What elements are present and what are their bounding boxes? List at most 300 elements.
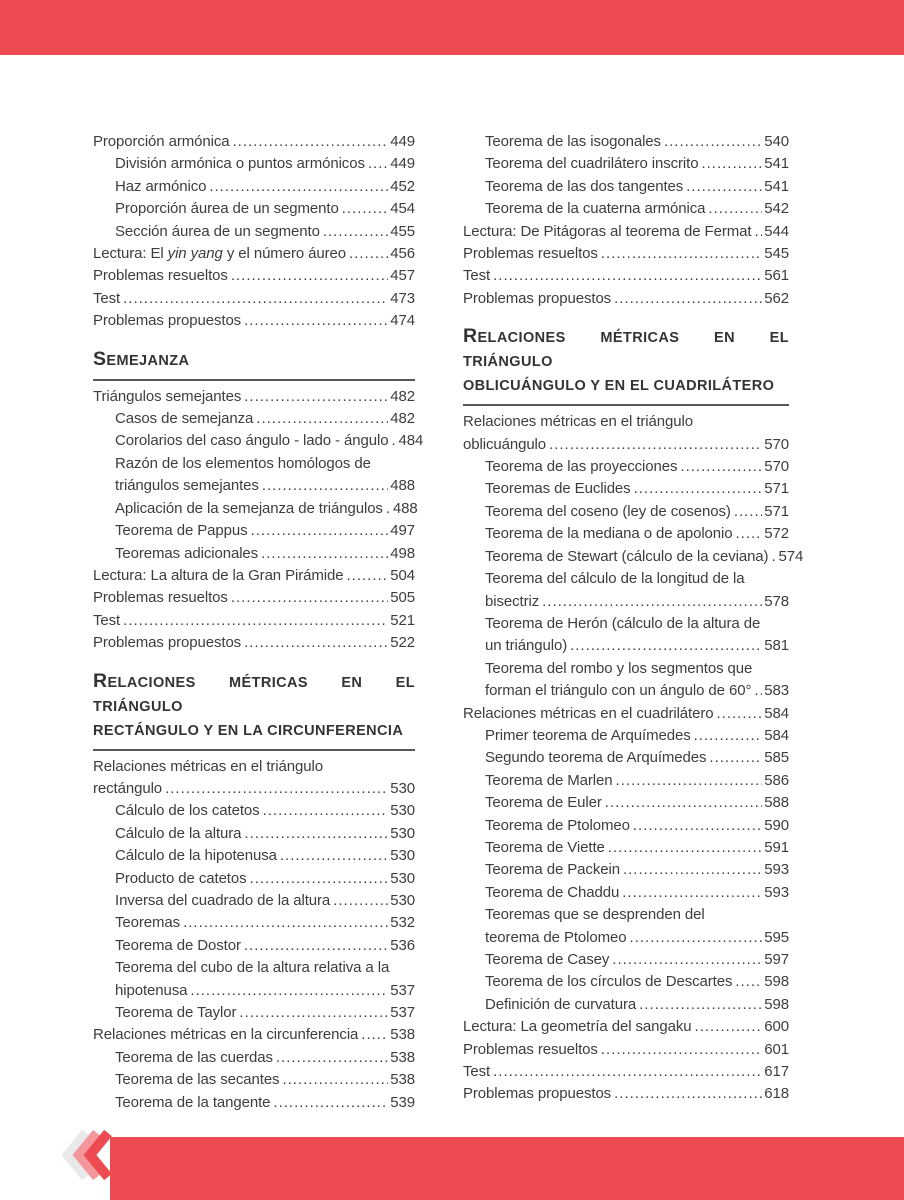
dot-leader [622,882,762,904]
dot-leader [280,845,388,867]
page-number: 586 [764,771,789,789]
toc-entry-title: Teorema de las secantes [115,1071,280,1089]
toc-entry [463,478,789,500]
page-number: 583 [764,682,789,700]
toc-entry-title: Test [463,1063,491,1081]
toc-entry [463,221,789,243]
page-number: 532 [390,914,415,932]
toc-entry-title: rectángulo [93,779,163,797]
toc-entry [93,475,415,497]
toc-entry-title: Producto de catetos [115,869,247,887]
section-header-line: SEMEJANZA [93,347,190,370]
toc-entry-title: Test [463,267,491,285]
dot-leader [686,176,762,198]
page-number: 538 [390,1026,415,1044]
section-header-line: RECTÁNGULO Y EN LA CIRCUNFERENCIA [93,722,404,739]
dot-leader [605,792,762,814]
dot-leader [250,868,389,890]
page-number: 449 [390,133,415,150]
toc-entry-title: bisectriz [485,592,540,610]
page-number: 456 [390,245,415,263]
toc-entry-title: Lectura: De Pitágoras al teorema de Fermat [463,222,752,240]
bottom-red-bar [110,1137,904,1200]
page-number: 530 [390,802,415,820]
toc-entry-title: Teorema de Marlen [485,771,613,789]
dot-leader [601,1039,762,1061]
page-number: 538 [390,1048,415,1066]
toc-entry-title: Lectura: El yin yang y el número áureo [93,245,347,263]
page-number: 578 [764,592,789,610]
dot-leader [493,265,762,287]
page-number: 593 [764,883,789,901]
dot-leader [239,1002,388,1024]
page-number: 538 [390,1071,415,1089]
toc-entry-title: Test [93,289,121,307]
top-red-bar [0,0,904,55]
toc-entry [463,456,789,478]
toc-entry [463,971,789,993]
toc-entry-title: Teorema de las dos tangentes [485,177,684,195]
page-number: 497 [390,522,415,540]
toc-entry [93,408,415,430]
toc-entry-title: Cálculo de la altura [115,824,242,842]
dot-leader [244,935,388,957]
toc-entry-title: Proporción armónica [93,133,230,150]
dot-leader [549,434,762,456]
toc-entry-title: Teorema del cuadrilátero inscrito [485,155,699,173]
dot-leader [273,1092,388,1114]
dot-leader [209,176,388,198]
page-number: 570 [764,435,789,453]
dot-leader [694,725,763,747]
toc-entry [93,1002,415,1024]
toc-entry-title: Teorema del rombo y los segmentos que [485,659,753,677]
toc-entry [93,498,418,520]
toc-entry-title: Teorema de Chaddu [485,883,620,901]
page-number: 574 [778,547,804,565]
toc-entry-title: Primer teorema de Arquímedes [485,726,691,744]
toc-entry-title: Relaciones métricas en el cuadrilátero [463,704,714,722]
toc-entry [93,310,415,332]
toc-entry [463,994,789,1016]
toc-entry [463,434,789,456]
toc-entry-title: Relaciones métricas en el triángulo [463,413,693,431]
dot-leader [695,1016,763,1038]
page-number: 618 [764,1085,789,1103]
toc-column-right [463,131,804,1106]
toc-entry [93,957,415,979]
page-number: 544 [764,222,789,240]
page-number: 617 [764,1063,789,1081]
toc-entry-title: Teorema de la tangente [115,1093,271,1111]
page-number: 591 [764,838,789,856]
toc-entry-title: Problemas propuestos [93,312,242,330]
dot-leader [708,198,762,220]
dot-leader [709,747,762,769]
page-number: 482 [390,410,415,428]
toc-entry-title: Casos de semejanza [115,410,254,428]
toc-entry [463,568,789,590]
dot-leader [262,475,388,497]
toc-entry [93,587,415,609]
toc-entry [463,1083,789,1105]
toc-entry-title: hipotenusa [115,981,188,999]
dot-leader [282,1069,388,1091]
toc-entry [93,610,415,632]
toc-entry [93,565,415,587]
page-number: 452 [390,177,415,195]
dot-leader [612,949,762,971]
page-number: 473 [390,289,415,307]
page-number: 482 [390,387,415,405]
toc-entry [463,837,789,859]
toc-entry-title: Inversa del cuadrado de la altura [115,891,331,909]
toc-entry-title: Corolarios del caso ángulo - lado - ángulo [115,432,389,450]
toc-entry-title: Relaciones métricas en la circunferencia [93,1026,359,1044]
page-number: 530 [390,891,415,909]
toc-entry-title: Teorema de Herón (cálculo de la altura de [485,614,761,632]
toc-entry [463,1061,789,1083]
section-header-line: RELACIONES MÉTRICAS EN EL TRIÁNGULO [463,325,789,371]
toc-entry [463,411,789,433]
toc-entry [463,501,789,523]
page-number: 588 [764,794,789,812]
toc-entry-title: Problemas resueltos [93,267,228,285]
toc-entry [463,591,789,613]
toc-entry [93,980,415,1002]
dot-leader [244,823,388,845]
toc-entry [463,613,789,635]
dot-leader [368,153,388,175]
toc-entry-title: Teorema del cálculo de la longitud de la [485,570,745,588]
dot-leader [614,288,762,310]
toc-entry [93,288,415,310]
toc-entry-title: oblicuángulo [463,435,547,453]
page-number: 585 [764,749,789,767]
toc-entry-title: Test [93,611,121,629]
dot-leader [664,131,762,153]
dot-leader [717,703,763,725]
toc-entry-title: Teorema de Stewart (cálculo de la ceviana) [485,547,769,565]
dot-leader [342,198,389,220]
toc-entry [93,1092,415,1114]
page-number: 572 [764,525,789,543]
toc-entry [463,770,789,792]
toc-entry-title: Teoremas adicionales [115,544,259,562]
dot-leader [123,288,388,310]
dot-leader [391,430,396,452]
toc-entry [93,845,415,867]
toc-entry [463,243,789,265]
page-number: 597 [764,951,789,968]
toc-entry [463,725,789,747]
toc-entry [463,927,789,949]
dot-leader [244,632,388,654]
dot-leader [634,478,763,500]
toc-entry [93,243,415,265]
page-number: 595 [764,928,789,946]
page-number: 530 [390,869,415,887]
toc-entry-title: Razón de los elementos homólogos de [115,454,371,472]
dot-leader [630,927,763,949]
dot-leader [190,980,388,1002]
section-header [93,669,415,751]
toc-entry-title: Cálculo de los catetos [115,802,260,820]
toc-entry-title: Teorema de Viette [485,838,605,856]
toc-entry-title: Teorema de Ptolomeo [485,816,630,834]
dot-leader [261,543,388,565]
dot-leader [608,837,763,859]
section-header-line: OBLICUÁNGULO Y EN EL CUADRILÁTERO [463,378,775,395]
toc-entry-title: Relaciones métricas en el triángulo [93,757,323,775]
toc-entry-title: Sección áurea de un segmento [115,222,320,240]
toc-entry [463,882,789,904]
toc-entry [463,546,804,568]
toc-entry-title: Teorema de la cuaterna armónica [485,200,706,218]
page-number: 540 [764,133,789,150]
dot-leader [601,243,762,265]
page-number: 600 [764,1018,789,1036]
toc-entry-title: Teorema de las proyecciones [485,458,678,476]
toc-entry-title: Problemas resueltos [463,245,598,263]
toc-entry [463,703,789,725]
toc-entry [93,778,415,800]
toc-entry [463,792,789,814]
dot-leader [570,635,762,657]
toc-entry [463,815,789,837]
dot-leader [614,1083,762,1105]
page-number: 530 [390,847,415,865]
toc-entry [93,632,415,654]
page-number: 484 [398,432,424,450]
dot-leader [639,994,762,1016]
section-header [93,347,415,381]
page-number: 561 [764,267,789,285]
toc-entry [463,153,789,175]
page-number: 581 [764,637,789,655]
dot-leader [734,501,762,523]
page-number: 570 [764,458,789,476]
toc-entry [93,890,415,912]
dot-leader [333,890,388,912]
toc-entry [93,935,415,957]
page-number: 545 [764,245,789,263]
toc-entry-title: Aplicación de la semejanza de triángulos [115,499,383,517]
page-number: 488 [392,499,418,517]
dot-leader [623,859,762,881]
toc-entry-title: Teorema de las cuerdas [115,1048,273,1066]
dot-leader [386,498,391,520]
toc-entry [93,430,424,452]
toc-entry-title: Teorema de Dostor [115,936,241,954]
toc-entry-title: teorema de Ptolomeo [485,928,627,946]
toc-entry [93,198,415,220]
page-number: 562 [764,289,789,307]
page-number: 593 [764,861,789,879]
dot-leader [771,546,776,568]
toc-entry [93,453,415,475]
section-header [463,324,789,406]
toc-entry-title: forman el triángulo con un ángulo de 60° [485,682,752,700]
toc-entry-title: Teoremas de Euclides [485,480,631,498]
toc-entry [93,520,415,542]
toc-entry [93,131,415,153]
triple-chevron-icon [62,1127,114,1183]
toc-entry [463,288,789,310]
toc-entry-title: triángulos semejantes [115,477,259,495]
toc-entry [93,386,415,408]
toc-entry-title-italic: yin yang [167,245,223,263]
page-number: 521 [390,611,415,629]
page-number: 498 [390,544,415,562]
page-number: 455 [390,222,415,240]
toc-entry [463,904,789,926]
toc-entry [463,523,789,545]
page-number: 542 [764,200,789,218]
toc-entry-title: Triángulos semejantes [93,387,242,405]
dot-leader [349,243,388,265]
dot-leader [263,800,389,822]
dot-leader [347,565,389,587]
toc-entry-title: Definición de curvatura [485,995,637,1013]
page-number: 522 [390,634,415,652]
dot-leader [251,520,389,542]
toc-entry [93,800,415,822]
dot-leader [276,1047,388,1069]
toc-entry-title: Segundo teorema de Arquímedes [485,749,707,767]
page-number: 584 [764,704,789,722]
toc-entry [463,680,789,702]
toc-entry [463,1039,789,1061]
toc-entry [93,1047,415,1069]
page-number: 488 [390,477,415,495]
toc-entry-title: División armónica o puntos armónicos [115,155,365,173]
page-number: 457 [390,267,415,285]
toc-entry-title: Teorema del coseno (ley de cosenos) [485,502,731,520]
page-number: 584 [764,726,789,744]
toc-entry-title: Cálculo de la hipotenusa [115,847,277,865]
toc-entry [93,823,415,845]
toc-entry [93,868,415,890]
page-number: 571 [764,502,789,520]
toc-entry [463,1016,789,1038]
toc-column-left [93,131,424,1114]
dot-leader [123,610,388,632]
toc-entry [93,176,415,198]
toc-entry [463,265,789,287]
page-number: 571 [764,480,789,498]
page-number: 541 [764,155,789,173]
page-number: 541 [764,177,789,195]
toc-entry-title: Teoremas que se desprenden del [485,906,705,924]
dot-leader [633,815,762,837]
dot-leader [231,587,388,609]
dot-leader [616,770,763,792]
dot-leader [323,221,388,243]
dot-leader [244,310,388,332]
toc-entry-title: Teorema de Euler [485,794,602,812]
toc-entry [463,658,789,680]
dot-leader [701,153,762,175]
page-number: 530 [390,779,415,797]
section-header-line: RELACIONES MÉTRICAS EN EL TRIÁNGULO [93,669,415,715]
toc-entry-title: Teorema de Casey [485,951,610,968]
page-number: 539 [390,1093,415,1111]
toc-entry [463,198,789,220]
toc-entry-title: Teorema de Pappus [115,522,248,540]
toc-entry-title: Problemas resueltos [93,589,228,607]
toc-entry [93,153,415,175]
toc-entry-title: Proporción áurea de un segmento [115,200,339,218]
toc-entry-title: Problemas resueltos [463,1040,598,1058]
toc-entry-title: Haz armónico [115,177,207,195]
toc-entry [463,176,789,198]
dot-leader [244,386,388,408]
page-number: 598 [764,995,789,1013]
toc-entry [93,265,415,287]
toc-entry [463,635,789,657]
page-number: 590 [764,816,789,834]
page-number: 474 [390,312,415,330]
toc-entry [463,859,789,881]
toc-entry [93,1069,415,1091]
toc-entry-title: Lectura: La altura de la Gran Pirámide [93,566,344,584]
dot-leader [165,778,388,800]
toc-entry [463,131,789,153]
dot-leader [231,265,388,287]
page-number: 505 [390,589,415,607]
toc-entry [463,747,789,769]
toc-entry-title: Lectura: La geometría del sangaku [463,1018,692,1036]
dot-leader [233,131,389,153]
dot-leader [542,591,762,613]
dot-leader [493,1061,762,1083]
toc-entry-title: Teorema de los círculos de Descartes [485,973,733,991]
dot-leader [183,912,388,934]
page-number: 530 [390,824,415,842]
page-number: 449 [390,155,415,173]
toc-entry-title: Problemas propuestos [93,634,242,652]
page-number: 537 [390,981,415,999]
dot-leader [256,408,388,430]
toc-entry-title: Teoremas [115,914,181,932]
toc-entry-title: Teorema de Packein [485,861,620,879]
dot-leader [754,680,762,702]
page-number: 504 [390,566,415,584]
toc-entry-title: Teorema de las isogonales [485,133,661,150]
toc-entry-title: Problemas propuestos [463,1085,612,1103]
toc-entry-title: un triángulo) [485,637,568,655]
dot-leader [754,221,762,243]
dot-leader [680,456,762,478]
toc-entry [93,756,415,778]
toc-entry-title: Teorema de la mediana o de apolonio [485,525,733,543]
toc-entry [463,949,789,971]
toc-entry [93,912,415,934]
page-number: 536 [390,936,415,954]
page-number: 601 [764,1040,789,1058]
toc-entry [93,543,415,565]
dot-leader [361,1024,388,1046]
toc-entry-title: Problemas propuestos [463,289,612,307]
toc-entry [93,1024,415,1046]
dot-leader [735,971,762,993]
dot-leader [736,523,763,545]
page-number: 598 [764,973,789,991]
page-number: 537 [390,1004,415,1021]
toc-entry-title: Teorema del cubo de la altura relativa a la [115,959,390,977]
page-number: 454 [390,200,415,218]
